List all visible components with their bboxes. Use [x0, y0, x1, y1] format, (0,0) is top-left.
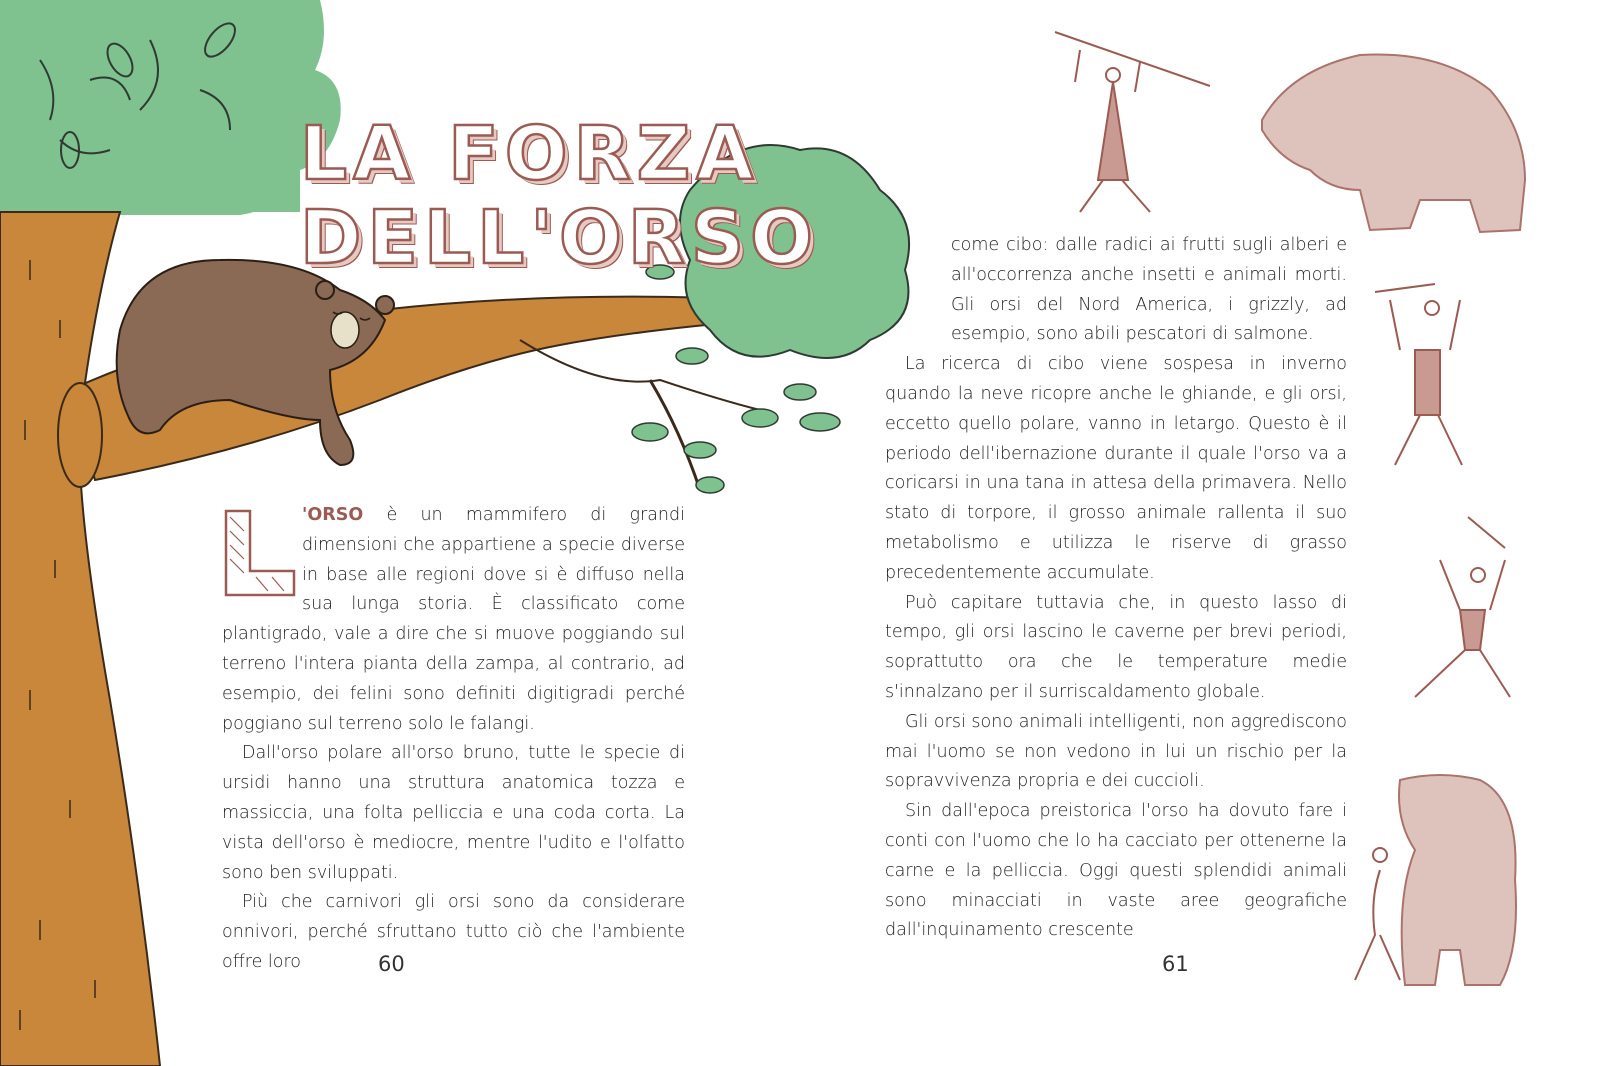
right-paragraph-0: come cibo: dalle radici ai frutti sugli alberi e all'occorrenza anche insetti e animali morti. Gli orsi del Nord America, i grizzly, ad esempio, sono abili pescatori di salmone.	[951, 235, 1347, 345]
chapter-title	[300, 112, 819, 280]
right-paragraph-2: Può capitare tuttavia che, in questo lasso di tempo, gli orsi lascino le caverne per brevi periodi, soprattutto ora che le temperature medie s'innalzano per il surriscaldamento globale.	[885, 592, 1347, 702]
title-line-2: DELL'ORSO	[300, 195, 820, 281]
page-number-right: 61	[1162, 952, 1189, 976]
caveman-running-drawing	[1415, 517, 1510, 697]
right-paragraph-1: La ricerca di cibo viene sospesa in inverno quando la neve ricopre anche le ghiande, e gli orsi, eccetto quello polare, vanno in letargo. Questo è il periodo dell'ibernazione durante il quale l'orso va a coricarsi in una tana in attesa della primavera. Nello stato di torpore, il grosso animale rallenta il suo metabolismo e utilizza le riserve di grasso precedentemente accumulate.	[885, 354, 1347, 583]
right-paragraph-3: Gli orsi sono animali intelligenti, non aggrediscono mai l'uomo se non vedono in lui un rischio per la sopravvivenza propria e dei cuccioli.	[885, 711, 1347, 792]
caveman-spear-drawing	[1055, 32, 1210, 212]
dropcap-l-shape	[220, 507, 298, 597]
left-paragraph-1: è un mammifero di grandi dimensioni che appartiene a specie diverse in base alle regioni dove si è diffuso nella sua lunga storia. È classificato come plantigrado, vale a dire che si muove poggiando sul terreno l'intera pianta della zampa, al contrario, ad esempio, dei felini sono definiti digitigradi perché poggiano sul terreno solo le falangi.	[222, 505, 685, 734]
right-page-text	[885, 231, 1347, 946]
left-paragraph-3: Più che carnivori gli orsi sono da considerare onnivori, perché sfruttano tutto ciò che l'ambiente offre loro	[222, 892, 685, 972]
right-paragraph-4: Sin dall'epoca preistorica l'orso ha dovuto fare i conti con l'uomo che lo ha cacciato per ottenerne la carne e la pelliccia. Oggi questi splendidi animali sono minacciati in vaste aree geografiche dall'inquinamento crescente	[885, 801, 1347, 941]
caveman-arms-up-drawing	[1375, 284, 1462, 465]
lead-word: 'ORSO	[302, 505, 364, 525]
left-paragraph-2: Dall'orso polare all'orso bruno, tutte le specie di ursidi hanno una struttura anatomica tozza e massiccia, una folta pelliccia e una coda corta. La vista dell'orso è mediocre, mentre l'udito e l'olfatto sono ben sviluppati.	[222, 743, 685, 883]
bear-walking-drawing	[1262, 54, 1525, 232]
dropcap	[220, 507, 298, 597]
tree-canopy-illustration	[0, 0, 341, 215]
title-line-1: LA FORZA	[300, 111, 760, 197]
left-page-text	[222, 501, 685, 978]
page-number-left: 60	[378, 952, 405, 976]
bear-standing-hunter-drawing	[1355, 775, 1516, 985]
